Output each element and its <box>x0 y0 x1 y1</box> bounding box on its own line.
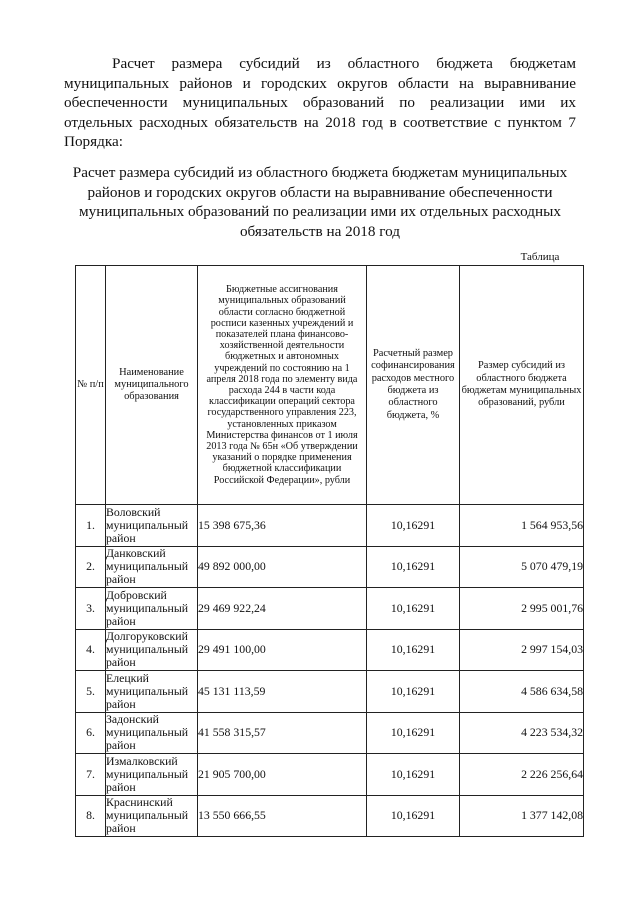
row-number: 8. <box>76 795 106 837</box>
header-subsidy-amount: Размер субсидий из областного бюджета бюджетам муниципальных образований, рубли <box>460 266 584 505</box>
row-number: 6. <box>76 712 106 754</box>
document-heading: Расчет размера субсидий из областного бюджета бюджетам муниципальных районов и городских округов области на выравнивание обеспеченности муниципальных образований по реализации ими их отдельных расходных обязательств на 2018 год <box>72 164 568 240</box>
table-header-row <box>76 266 584 505</box>
row-cofinancing-rate: 10,16291 <box>367 795 460 837</box>
table-row <box>76 629 584 671</box>
row-number: 3. <box>76 588 106 630</box>
table-row <box>76 588 584 630</box>
row-budget-allocations: 29 469 922,24 <box>198 588 367 630</box>
row-number: 7. <box>76 754 106 796</box>
table-row <box>76 546 584 588</box>
row-subsidy-amount: 2 995 001,76 <box>460 588 584 630</box>
row-number: 5. <box>76 671 106 713</box>
row-budget-allocations: 15 398 675,36 <box>198 505 367 547</box>
row-cofinancing-rate: 10,16291 <box>367 588 460 630</box>
row-number: 2. <box>76 546 106 588</box>
row-municipality-name: Долгоруковский муниципальный район <box>106 629 198 671</box>
row-cofinancing-rate: 10,16291 <box>367 712 460 754</box>
row-cofinancing-rate: 10,16291 <box>367 671 460 713</box>
table-caption: Таблица <box>520 251 560 263</box>
row-municipality-name: Измалковский муниципальный район <box>106 754 198 796</box>
row-budget-allocations: 21 905 700,00 <box>198 754 367 796</box>
header-number: № п/п <box>76 266 106 505</box>
row-subsidy-amount: 4 223 534,32 <box>460 712 584 754</box>
row-number: 4. <box>76 629 106 671</box>
header-budget-allocations: Бюджетные ассигнования муниципальных образований области согласно бюджетной росписи казенных учреждений и показателей плана финансово-хозяйственной деятельности бюджетных и автономных учреждений по состоянию на 1 апреля 2018 года по элементу вида расхода 244 в части кода классификации операций сектора государственного управления 223, установленных приказом Министерства финансов от 1 июля 2013 года № 65н «Об утверждении указаний о порядке применения бюджетной классификации Российской Федерации», рубли <box>198 266 367 505</box>
row-subsidy-amount: 5 070 479,19 <box>460 546 584 588</box>
row-cofinancing-rate: 10,16291 <box>367 754 460 796</box>
row-budget-allocations: 49 892 000,00 <box>198 546 367 588</box>
row-municipality-name: Задонский муниципальный район <box>106 712 198 754</box>
header-cofinancing-rate: Расчетный размер софинансирования расходов местного бюджета из областного бюджета, % <box>367 266 460 505</box>
row-municipality-name: Данковский муниципальный район <box>106 546 198 588</box>
row-municipality-name: Елецкий муниципальный район <box>106 671 198 713</box>
row-subsidy-amount: 4 586 634,58 <box>460 671 584 713</box>
row-budget-allocations: 41 558 315,57 <box>198 712 367 754</box>
row-subsidy-amount: 2 226 256,64 <box>460 754 584 796</box>
row-cofinancing-rate: 10,16291 <box>367 546 460 588</box>
row-budget-allocations: 45 131 113,59 <box>198 671 367 713</box>
row-budget-allocations: 13 550 666,55 <box>198 795 367 837</box>
row-budget-allocations: 29 491 100,00 <box>198 629 367 671</box>
row-municipality-name: Добровский муниципальный район <box>106 588 198 630</box>
row-cofinancing-rate: 10,16291 <box>367 505 460 547</box>
table-row <box>76 712 584 754</box>
row-municipality-name: Воловский муниципальный район <box>106 505 198 547</box>
table-row <box>76 505 584 547</box>
table-row <box>76 795 584 837</box>
table-row <box>76 671 584 713</box>
row-number: 1. <box>76 505 106 547</box>
subsidy-table <box>75 265 584 837</box>
table-row <box>76 754 584 796</box>
intro-paragraph: Расчет размера субсидий из областного бюджета бюджетам муниципальных районов и городских округов области на выравнивание обеспеченности муниципальных образований по реализации ими их отдельных расходных обязательств на 2018 год в соответствие с пунктом 7 Порядка: <box>64 55 576 150</box>
row-subsidy-amount: 1 377 142,08 <box>460 795 584 837</box>
row-subsidy-amount: 2 997 154,03 <box>460 629 584 671</box>
row-subsidy-amount: 1 564 953,56 <box>460 505 584 547</box>
row-municipality-name: Краснинский муниципальный район <box>106 795 198 837</box>
row-cofinancing-rate: 10,16291 <box>367 629 460 671</box>
header-name: Наименование муниципального образования <box>106 266 198 505</box>
